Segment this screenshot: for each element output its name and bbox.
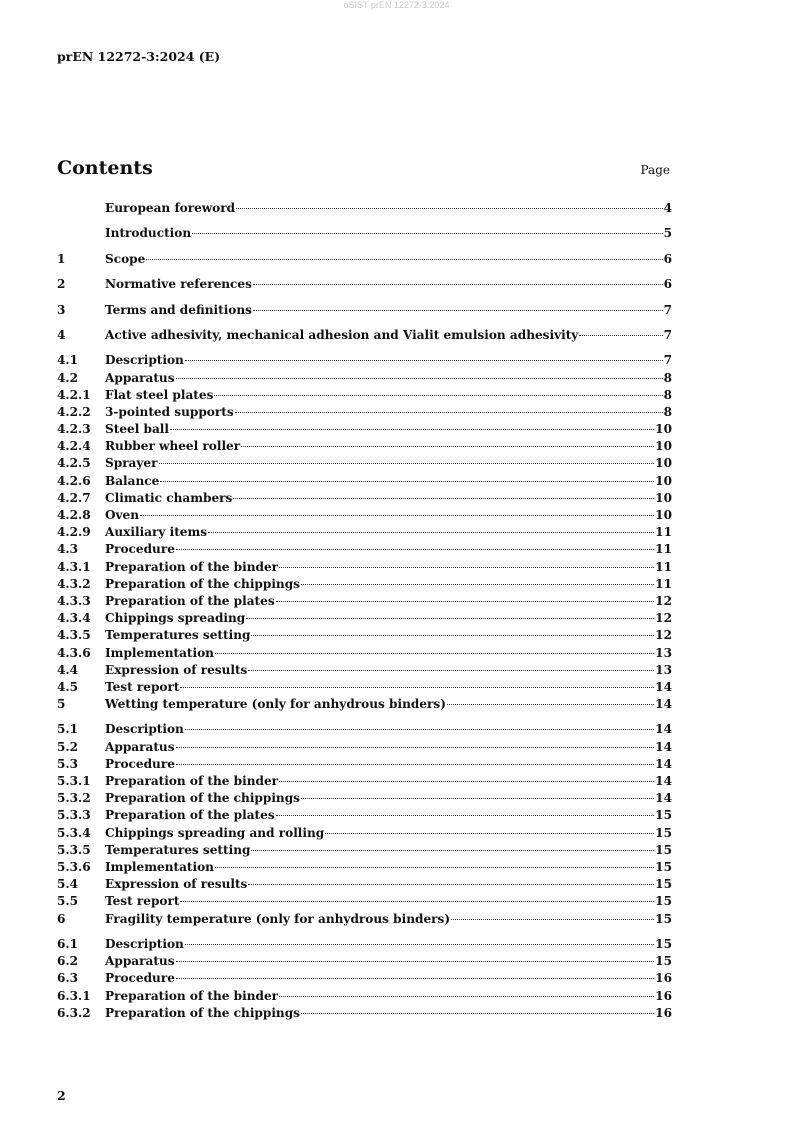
toc-entry-page: 15 [655,877,672,892]
dot-leader [579,334,662,336]
toc-entry-title: Wetting temperature (only for anhydrous binders) [105,697,446,712]
contents-title: Contents [57,157,153,179]
toc-entry-title: Test report [105,894,180,909]
toc-entry-number: 4.3.5 [57,628,91,643]
toc-entry-number: 4.2.7 [57,490,91,505]
toc-entry[interactable] [57,404,672,421]
dot-leader [241,445,654,447]
toc-entry-page: 13 [655,662,672,677]
toc-entry-title: Normative references [105,277,252,292]
watermark: oSIST prEN 12272-3:2024 [343,0,450,10]
toc-entry[interactable] [57,988,672,1005]
toc-entry[interactable] [57,662,672,679]
dot-leader [251,849,654,851]
dot-leader [301,583,654,585]
toc-entry-number: 6 [57,911,66,926]
toc-entry[interactable] [57,225,672,250]
toc-entry-page: 8 [663,387,672,402]
toc-entry-number: 6.3 [57,971,79,986]
dot-leader [146,258,662,260]
toc-entry-page: 11 [655,559,672,574]
toc-entry-page: 12 [655,593,672,608]
toc-entry-number: 5.5 [57,894,79,909]
toc-entry-number: 4.2.5 [57,456,91,471]
dot-leader [215,652,654,654]
toc-entry[interactable] [57,507,672,524]
toc-entry-page: 14 [655,697,672,712]
toc-entry-number: 5.3.5 [57,842,91,857]
dot-leader [185,728,654,730]
toc-entry-title: Description [105,353,184,368]
toc-entry-page: 8 [663,404,672,419]
toc-entry-page: 10 [655,422,672,437]
toc-entry-page: 15 [655,842,672,857]
dot-leader [170,428,654,430]
toc-entry-page: 6 [663,277,672,292]
toc-entry-title: Rubber wheel roller [105,439,241,454]
toc-entry-page: 14 [655,679,672,694]
dot-leader [253,309,663,311]
toc-entry-page: 14 [655,774,672,789]
dot-leader [233,497,654,499]
toc-entry-title: Chippings spreading and rolling [105,825,325,840]
toc-entry-page: 7 [663,327,672,342]
toc-entry-number: 6.2 [57,954,79,969]
toc-entry-number: 4.2.9 [57,525,91,540]
dot-leader [176,548,654,550]
toc-entry-number: 3 [57,302,66,317]
dot-leader [253,283,663,285]
dot-leader [279,995,654,997]
toc-entry-title: Implementation [105,859,214,874]
toc-entry-page: 7 [663,353,672,368]
toc-entry[interactable] [57,251,672,276]
toc-entry[interactable] [57,807,672,824]
toc-entry[interactable] [57,541,672,558]
toc-entry[interactable] [57,610,672,627]
toc-entry[interactable] [57,876,672,893]
toc-entry-page: 15 [655,911,672,926]
toc-entry-title: Description [105,722,184,737]
toc-entry[interactable] [57,679,672,696]
toc-entry-page: 11 [655,525,672,540]
toc-entry-number: 5.3.4 [57,825,91,840]
toc-entry-title: Introduction [105,226,192,241]
toc-entry-title: Apparatus [105,370,175,385]
dot-leader [185,359,663,361]
toc-entry-title: Procedure [105,756,175,771]
toc-entry[interactable] [57,352,672,369]
toc-entry-number: 2 [57,277,66,292]
toc-entry[interactable] [57,721,672,738]
dot-leader [235,411,663,413]
toc-entry-page: 12 [655,628,672,643]
toc-entry-number: 5.3.1 [57,774,91,789]
toc-entry-title: Implementation [105,645,214,660]
toc-entry-page: 16 [655,971,672,986]
toc-entry-number: 5.3.2 [57,791,91,806]
toc-entry-number: 5.4 [57,877,79,892]
toc-entry-title: Expression of results [105,662,248,677]
toc-entry[interactable] [57,276,672,301]
toc-entry-number: 4.2.2 [57,404,91,419]
toc-entry-title: Chippings spreading [105,611,246,626]
toc-entry-number: 4.2 [57,370,79,385]
toc-entry-title: Test report [105,679,180,694]
toc-entry-number: 5 [57,697,66,712]
toc-entry[interactable] [57,953,672,970]
toc-entry[interactable] [57,421,672,438]
toc-entry-number: 5.2 [57,739,79,754]
toc-entry-page: 10 [655,439,672,454]
dot-leader [176,977,654,979]
dot-leader [180,900,654,902]
toc-entry-page: 5 [663,226,672,241]
toc-entry-page: 12 [655,611,672,626]
toc-entry-number: 4.3.1 [57,559,91,574]
toc-entry[interactable] [57,387,672,404]
toc-entry[interactable] [57,790,672,807]
toc-entry-page: 10 [655,473,672,488]
toc-entry-title: Preparation of the plates [105,808,275,823]
dot-leader [246,617,654,619]
toc-entry-title: Apparatus [105,739,175,754]
toc-entry-title: Flat steel plates [105,387,214,402]
dot-leader [176,746,655,748]
toc-entry-title: Procedure [105,542,175,557]
dot-leader [301,797,654,799]
dot-leader [140,514,654,516]
toc-entry-page: 15 [655,936,672,951]
toc-entry-page: 11 [655,542,672,557]
toc-entry-number: 4.2.6 [57,473,91,488]
toc-entry[interactable] [57,438,672,455]
dot-leader [248,883,654,885]
toc-entry[interactable] [57,645,672,662]
toc-entry-page: 15 [655,808,672,823]
toc-entry[interactable] [57,936,672,953]
toc-entry-number: 5.3.3 [57,808,91,823]
toc-entry-title: Preparation of the binder [105,559,279,574]
toc-entry-number: 5.1 [57,722,79,737]
toc-entry-page: 7 [663,302,672,317]
toc-entry-title: Preparation of the binder [105,988,279,1003]
dot-leader [176,377,663,379]
dot-leader [447,703,654,705]
toc-entry-number: 4 [57,327,66,342]
toc-entry-number: 4.3 [57,542,79,557]
toc-entry-number: 4.2.3 [57,422,91,437]
toc-entry-title: Temperatures setting [105,628,251,643]
toc-entry-title: Preparation of the chippings [105,576,300,591]
dot-leader [176,960,655,962]
toc-entry-title: Apparatus [105,954,175,969]
toc-entry-title: Steel ball [105,422,169,437]
toc-entry[interactable] [57,200,672,225]
toc-entry-title: Oven [105,508,140,523]
toc-entry-page: 15 [655,954,672,969]
toc-entry-title: Preparation of the plates [105,593,275,608]
toc-entry-number: 4.4 [57,662,79,677]
toc-entry-number: 1 [57,251,66,266]
dot-leader [159,462,655,464]
toc-entry-title: European foreword [105,201,236,215]
toc-entry-number: 4.3.3 [57,593,91,608]
toc-entry[interactable] [57,302,672,327]
toc-entry-page: 11 [655,576,672,591]
toc-entry-number: 4.3.6 [57,645,91,660]
toc-entry-title: Preparation of the binder [105,774,279,789]
dot-leader [279,566,654,568]
toc-entry-title: Balance [105,473,160,488]
dot-leader [214,394,662,396]
toc-entry-page: 4 [663,201,672,215]
dot-leader [248,669,654,671]
toc-entry-number: 4.2.4 [57,439,91,454]
table-of-contents [57,200,672,1022]
toc-entry-number: 4.3.4 [57,611,91,626]
toc-entry[interactable] [57,825,672,842]
toc-entry[interactable] [57,911,672,936]
toc-entry[interactable] [57,455,672,472]
dot-leader [192,232,662,234]
toc-entry-page: 13 [655,645,672,660]
dot-leader [180,686,654,688]
toc-entry[interactable] [57,842,672,859]
toc-entry-title: Sprayer [105,456,158,471]
toc-entry-page: 16 [655,988,672,1003]
toc-entry-number: 4.2.8 [57,508,91,523]
toc-entry-page: 10 [655,490,672,505]
dot-leader [276,814,655,816]
toc-entry-page: 10 [655,456,672,471]
page-column-label: Page [640,163,670,177]
toc-entry-page: 14 [655,722,672,737]
toc-entry-page: 14 [655,791,672,806]
toc-entry[interactable] [57,576,672,593]
dot-leader [236,207,662,209]
toc-entry-title: Preparation of the chippings [105,791,300,806]
dot-leader [208,531,654,533]
toc-entry-title: Fragility temperature (only for anhydrous binders) [105,911,451,926]
toc-entry[interactable] [57,490,672,507]
dot-leader [301,1012,654,1014]
toc-entry-page: 14 [655,739,672,754]
toc-entry[interactable] [57,756,672,773]
toc-entry-page: 15 [655,894,672,909]
toc-entry[interactable] [57,859,672,876]
toc-entry-number: 6.1 [57,936,79,951]
dot-leader [185,943,654,945]
dot-leader [215,866,654,868]
toc-entry[interactable] [57,473,672,490]
toc-entry-title: Terms and definitions [105,302,252,317]
toc-entry-title: 3-pointed supports [105,404,234,419]
toc-entry-title: Active adhesivity, mechanical adhesion and Vialit emulsion adhesivity [105,327,579,342]
dot-leader [176,763,654,765]
toc-entry-page: 15 [655,859,672,874]
toc-entry-number: 4.3.2 [57,576,91,591]
dot-leader [279,780,654,782]
toc-entry-page: 8 [663,370,672,385]
dot-leader [325,832,654,834]
toc-entry-number: 6.3.2 [57,1005,91,1020]
toc-entry-number: 4.2.1 [57,387,91,402]
toc-entry-page: 15 [655,825,672,840]
toc-entry-title: Temperatures setting [105,842,251,857]
dot-leader [451,918,654,920]
toc-entry-page: 10 [655,508,672,523]
toc-entry-title: Description [105,936,184,951]
toc-entry-title: Scope [105,251,146,266]
toc-entry-number: 5.3 [57,756,79,771]
toc-entry-title: Expression of results [105,877,248,892]
dot-leader [251,634,654,636]
toc-entry[interactable] [57,524,672,541]
toc-entry-number: 4.1 [57,353,79,368]
toc-entry[interactable] [57,327,672,352]
toc-entry[interactable] [57,370,672,387]
toc-entry[interactable] [57,593,672,610]
toc-entry[interactable] [57,739,672,756]
toc-entry-number: 6.3.1 [57,988,91,1003]
toc-entry-title: Climatic chambers [105,490,233,505]
toc-entry[interactable] [57,559,672,576]
toc-entry-number: 4.5 [57,679,79,694]
toc-entry[interactable] [57,627,672,644]
toc-entry[interactable] [57,773,672,790]
toc-entry-page: 6 [663,251,672,266]
toc-entry[interactable] [57,970,672,987]
toc-entry-title: Preparation of the chippings [105,1005,300,1020]
page-number: 2 [57,1088,66,1103]
toc-entry-title: Procedure [105,971,175,986]
dot-leader [160,480,654,482]
toc-entry-number: 5.3.6 [57,859,91,874]
toc-entry-page: 14 [655,756,672,771]
dot-leader [276,600,655,602]
toc-entry[interactable] [57,893,672,910]
toc-entry[interactable] [57,1005,672,1022]
toc-entry-page: 16 [655,1005,672,1020]
toc-entry[interactable] [57,696,672,721]
document-id: prEN 12272-3:2024 (E) [57,49,221,64]
toc-entry-title: Auxiliary items [105,525,208,540]
